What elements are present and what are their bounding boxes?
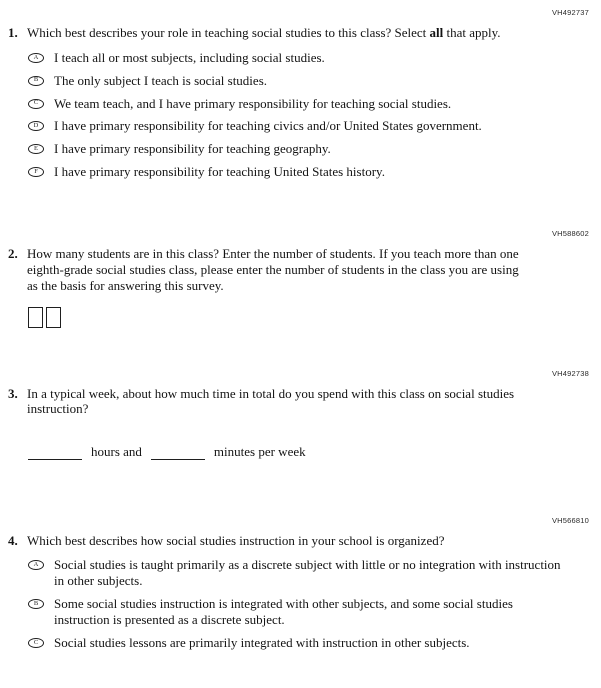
accession-code-3: VH492738 [551,368,589,378]
question-2-text: How many students are in this class? Enter the number of students. If you teach more than one eighth-grade social studies class, please enter the number of students in the class you are using as the basis for answering this survey. [27,246,519,293]
option-row [28,96,589,112]
question-3-text: In a typical week, about how much time in total do you spend with this class on social studies instruction? [27,385,515,417]
question-1-text-bold: all [429,25,444,40]
minutes-label: minutes per week [213,444,306,460]
answer-oval-e[interactable]: E [28,144,44,154]
answer-oval-a[interactable]: A [28,53,44,63]
question-1-text [27,25,501,41]
question-1-text-post: that apply. [443,25,501,40]
question-4-text: Which best describes how social studies instruction in your school is organized? [27,532,445,548]
student-count-box-2[interactable] [46,307,61,328]
option-label: Some social studies instruction is integrated with other subjects, and some social studies instruction is presented as a discrete subject. [54,596,513,628]
question-3-stem [8,386,589,418]
option-label: Social studies lessons are primarily integrated with instruction in other subjects. [54,634,470,650]
question-2 [8,229,589,328]
option-label: I teach all or most subjects, including social studies. [54,49,325,65]
answer-oval-d[interactable]: D [28,121,44,131]
question-1-number: 1. [8,25,18,40]
option-row [28,141,589,157]
question-2-number: 2. [8,246,18,262]
hours-label: hours and [91,444,142,460]
question-4-number: 4. [8,532,18,548]
answer-oval-c[interactable]: C [28,99,44,109]
option-label: Social studies is taught primarily as a discrete subject with little or no integration with instruction in other subjects. [54,557,561,589]
question-1 [8,8,589,180]
option-label: I have primary responsibility for teaching civics and/or United States government. [54,118,482,134]
option-row [28,118,589,134]
option-row [28,73,589,89]
minutes-input-blank[interactable] [151,446,205,460]
accession-code-1: VH492737 [551,8,589,17]
question-1-options [28,50,589,180]
question-1-text-pre: Which best describes your role in teaching social studies to this class? Select [27,25,430,40]
question-4-stem [8,533,589,549]
student-count-box-1[interactable] [28,307,43,328]
option-label: I have primary responsibility for teaching United States history. [54,164,385,180]
option-row [28,635,589,651]
question-2-stem [8,246,589,294]
option-label: I have primary responsibility for teaching geography. [54,141,331,157]
option-row [28,557,589,589]
question-1-stem [8,25,589,41]
student-count-entry [28,307,589,328]
answer-oval-f[interactable]: F [28,167,44,177]
question-3 [8,369,589,460]
option-label: We team teach, and I have primary responsibility for teaching social studies. [54,95,452,111]
option-label: The only subject I teach is social studies. [54,72,268,88]
hours-input-blank[interactable] [28,446,82,460]
option-row [28,596,589,628]
answer-oval-a[interactable]: A [28,560,44,570]
question-4-options [28,557,589,650]
option-row [28,164,589,180]
option-row [28,50,589,66]
answer-oval-b[interactable]: B [28,76,44,86]
answer-oval-b[interactable]: B [28,599,44,609]
question-4 [8,516,589,651]
answer-oval-c[interactable]: C [28,638,44,648]
accession-code-4: VH566810 [551,515,589,525]
accession-code-2: VH588602 [551,229,589,239]
time-entry-row [28,445,589,459]
question-3-number: 3. [8,385,18,401]
